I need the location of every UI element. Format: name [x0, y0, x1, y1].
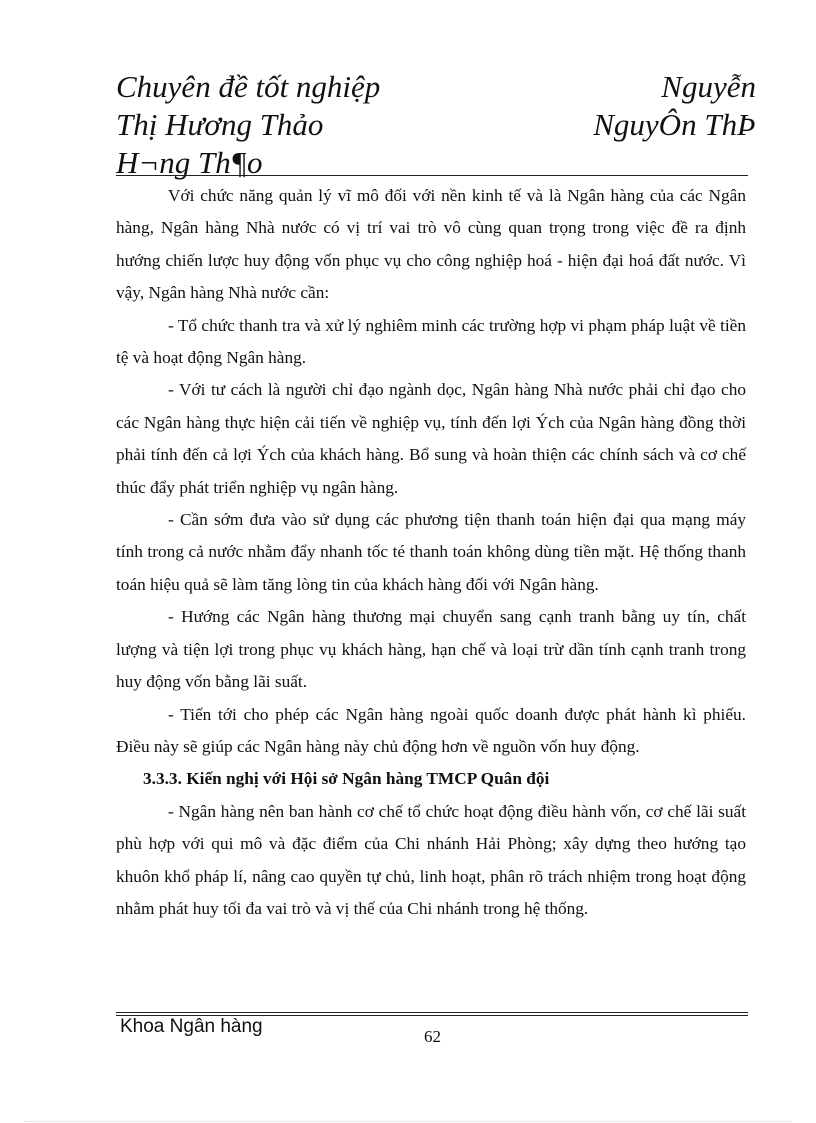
header-author-name: Thị Hương Thảo [116, 107, 324, 142]
page-number: 62 [424, 1027, 441, 1046]
paragraph: Với chức năng quản lý vĩ mô đối với nền kinh tế và là Ngân hàng của các Ngân hàng, Ngân hàng Nhà nước có vị trí vai trò vô cùng quan trọng trong việc đề ra định hướng chiến lược huy động vốn phục vụ cho công nghiệp hoá - hiện đại hoá đất nước. Vì vậy, Ngân hàng Nhà nước cần: [116, 186, 746, 303]
header-line-3 [116, 144, 756, 182]
header-author-garbled: NguyÔn ThÞ [593, 107, 756, 142]
header-divider [116, 175, 748, 176]
paragraph: - Cần sớm đưa vào sử dụng các phương tiện thanh toán hiện đại qua mạng máy tính trong cả nước nhằm đẩy nhanh tốc té thanh toán không dùng tiền mặt. Hệ thống thanh toán hiệu quả sẽ làm tăng lòng tin của khách hàng đối với Ngân hàng. [116, 510, 746, 594]
footer-department: Khoa Ngân hàng [120, 1016, 263, 1037]
paragraph: - Tiến tới cho phép các Ngân hàng ngoài quốc doanh được phát hành kì phiếu. Điều này sẽ giúp các Ngân hàng này chủ động hơn về nguồn vốn huy động. [116, 704, 746, 756]
header-author-first: Nguyễn [661, 69, 756, 104]
section-heading: 3.3.3. Kiến nghị với Hội sở Ngân hàng TMCP Quân đội [143, 769, 550, 789]
header-line-2 [116, 106, 756, 144]
paragraph: - Tổ chức thanh tra và xử lý nghiêm minh các trường hợp vi phạm pháp luật về tiền tệ và hoạt động Ngân hàng. [116, 315, 746, 368]
paragraph: - Ngân hàng nên ban hành cơ chế tổ chức hoạt động điều hành vốn, cơ chế lãi suất phù hợp với qui mô và đặc điểm của Chi nhánh Hải Phòng; xây dựng theo hướng tạo khuôn khổ pháp lí, nâng cao quyền tự chủ, linh hoạt, phân rõ trách nhiệm trong hoạt động nhằm phát huy tối đa vai trò và vị thế của Chi nhánh trong hệ thống. [116, 801, 746, 918]
header-title: Chuyên đề tốt nghiệp [116, 69, 381, 104]
page-header [116, 68, 756, 182]
page-bottom-border [24, 1121, 792, 1122]
header-author-garbled-2: H¬ng Th¶o [116, 145, 263, 180]
header-line-1 [116, 68, 756, 106]
paragraph: - Hướng các Ngân hàng thương mại chuyển sang cạnh tranh bằng uy tín, chất lượng và tiện lợi trong phục vụ khách hàng, hạn chế và loại trừ dần tính cạnh tranh trong huy động vốn bằng lãi suất. [116, 607, 746, 692]
document-body [116, 180, 746, 925]
paragraph: - Với tư cách là người chỉ đạo ngành dọc, Ngân hàng Nhà nước phải chỉ đạo cho các Ngân hàng thực hiện cải tiến về nghiệp vụ, tính đến lợi Ých của Ngân hàng đồng thời phải tính đến cả lợi Ých của khách hàng. Bổ sung và hoàn thiện các chính sách và cơ chế thúc đẩy phát triển nghiệp vụ ngân hàng. [116, 380, 746, 497]
